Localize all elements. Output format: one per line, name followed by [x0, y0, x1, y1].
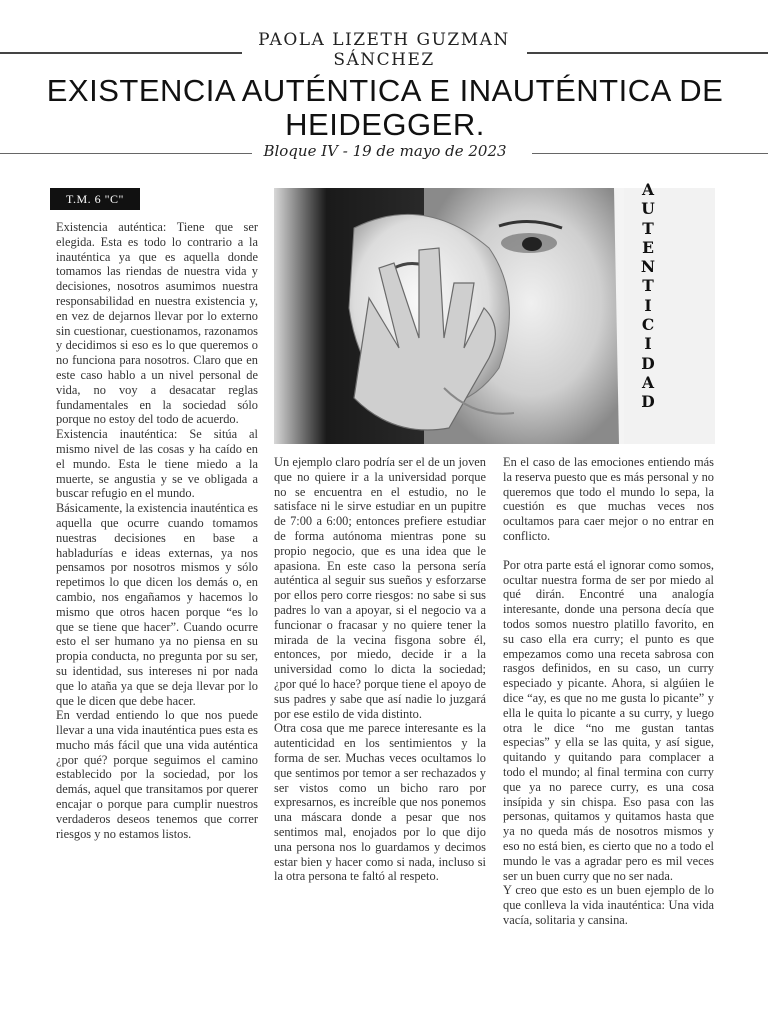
vertical-letter: T: [642, 276, 654, 296]
vertical-letter: E: [642, 237, 654, 257]
vertical-letter: A: [641, 180, 655, 199]
paragraph: Existencia inauténtica: Se sitúa al mismo nivel de las cosas y ha caído en el mundo. Esta le tiene miedo a la muerte, se angustia y se ve obligada a buscar refugio en el mundo.: [56, 427, 258, 501]
paragraph: En verdad entiendo lo que nos puede llevar a una vida inauténtica pues esta es mucho más fácil que una vida auténtica ¿por qué? porque seguimos el camino establecido por la sociedad, por los demás, aquel que transitamos por querer encajar o porque para cumplir nuestros verdaderos deseos tenemos que correr riesgos y no estamos listos.: [56, 708, 258, 841]
paragraph: Un ejemplo claro podría ser el de un joven que no quiere ir a la universidad porque no se encuentra en el estudio, no le satisface ni le sirve estudiar en un pupitre de 7:00 a 6:00; entonces prefiere estudiar de forma autónoma mientras pone su propio negocio, que es una idea que le apasiona. En este caso la persona sería auténtica al seguir sus sueños y esforzarse por ellos pero corre riesgos: no sabe si sus padres lo van a apoyar, si el negocio va a funcionar o fracasar y no quiere tener la mirada de la vecina fisgona sobre él, entonces, por miedo, decide ir a la universidad como lo dicta la sociedad; ¿por qué lo hace? porque tiene el apoyo de sus padres y sabe que así nadie lo juzgará por ese estilo de vida distinto.: [274, 455, 486, 721]
author-name-line1: PAOLA LIZETH GUZMAN: [258, 30, 510, 50]
header-rule-top-right: [527, 52, 768, 54]
paragraph: En el caso de las emociones entiendo más la reserva puesto que es más personal y no queremos que todo el mundo lo sepa, la cuestión es que muchas veces nos ocultamos para caer mejor o no entrar en conflicto.: [503, 455, 714, 543]
vertical-letter: D: [641, 392, 655, 412]
document-subtitle: Bloque IV - 19 de mayo de 2023: [263, 142, 507, 160]
header-rule-bottom-left: [0, 153, 252, 154]
vertical-letter: T: [642, 218, 654, 238]
text-column-2: [274, 455, 486, 884]
paragraph: Básicamente, la existencia inauténtica es aquella que ocurre cuando tomamos nuestras decisiones en base a habladurías e ideas externas, ya nos pensamos por nosotros mismos y sólo repetimos lo que dicen los demás o, en cambio, nos engañamos y hacemos lo mismo que otros hacen porque “es lo que se tiene que hacer”. Cuando ocurre esto el ser humano ya no piensa en su propia conducta, no pregunta por su ser, su identidad, sus intereses ni por nada que lo ataña ya que se deja llevar por lo que le dicen que debe hacer.: [56, 501, 258, 708]
text-column-3: [503, 455, 714, 928]
text-column-1: [56, 220, 258, 841]
vertical-letter: A: [641, 372, 655, 392]
paragraph: Por otra parte está el ignorar como somos, ocultar nuestra forma de ser por miedo al qué dirán. Encontré una analogía interesante, donde una persona decía que todos somos nuestro platillo favorito, en su caso ella era curry; el punto es que empezamos como una receta sabrosa con rasgos definidos, en su caso, un curry especiado y picante. Ahora, si algúien le dice “ay, es que no me gusta lo picante” y ella le quita lo picante a su curry, y luego otra le dice “no me gustan tantas especias” y ella se las quita, y así sigue, quitando y quitando para complacer a todo el mundo; al final termina con curry que ya no parece curry, es una cosa insípida y sin chispa. Eso pasa con las personas, quitamos y quitamos hasta que ya no queda más de nosotros mismos y eso no está bien, es cierto que no a todo el mundo le vas a agradar pero es mil veces ser un buen curry que no ser nada.: [503, 557, 714, 883]
vertical-letter: D: [641, 353, 655, 373]
vertical-letter: C: [641, 315, 655, 335]
paragraph: Otra cosa que me parece interesante es la autenticidad en los sentimientos y la forma de ser. Muchas veces ocultamos lo que sentimos por temor a ser rechazados y ser vistos como un bicho raro por expresarnos, es increíble que nos ponemos una máscara donde a pesar que nos sentimos mal, enojados por lo que dijo una persona nos lo guardamos y decimos estar bien y hacer como si nada, incluso si la otra persona te faltó al respeto.: [274, 721, 486, 884]
paragraph: Existencia auténtica: Tiene que ser elegida. Esta es todo lo contrario a la inauténtica ya que es aquella donde tomamos las riendas de nuestra vida y decisiones, nosotros asumimos nuestra responsabilidad en nuestra existencia y, en vez de dejarnos llevar por lo externo sin cuestionar, cuestionamos, razonamos y decidimos si eso es lo que queremos o no funciona para nosotros. Claro que en este caso hablo a un nivel personal de vida, no voy a desacatar reglas fundamentales en la sociedad sólo porque no estoy del todo de acuerdo.: [56, 220, 258, 427]
author-name-line2: SÁNCHEZ: [333, 50, 435, 70]
vertical-letter: I: [644, 334, 652, 354]
vertical-letter: N: [640, 257, 656, 277]
paragraph: Y creo que esto es un buen ejemplo de lo que conlleva la vida inauténtica: Una vida vacía, solitaria y cansina.: [503, 883, 714, 927]
author-name: [238, 30, 530, 70]
document-title: EXISTENCIA AUTÉNTICA E INAUTÉNTICA DE HEIDEGGER.: [46, 73, 724, 142]
vertical-letter: U: [641, 199, 655, 219]
vertical-letter: I: [644, 295, 652, 315]
header-rule-top-left: [0, 52, 242, 54]
vertical-word-autenticidad: [633, 180, 663, 412]
group-tag: T.M. 6 "C": [50, 188, 140, 210]
header-rule-bottom-right: [532, 153, 768, 154]
